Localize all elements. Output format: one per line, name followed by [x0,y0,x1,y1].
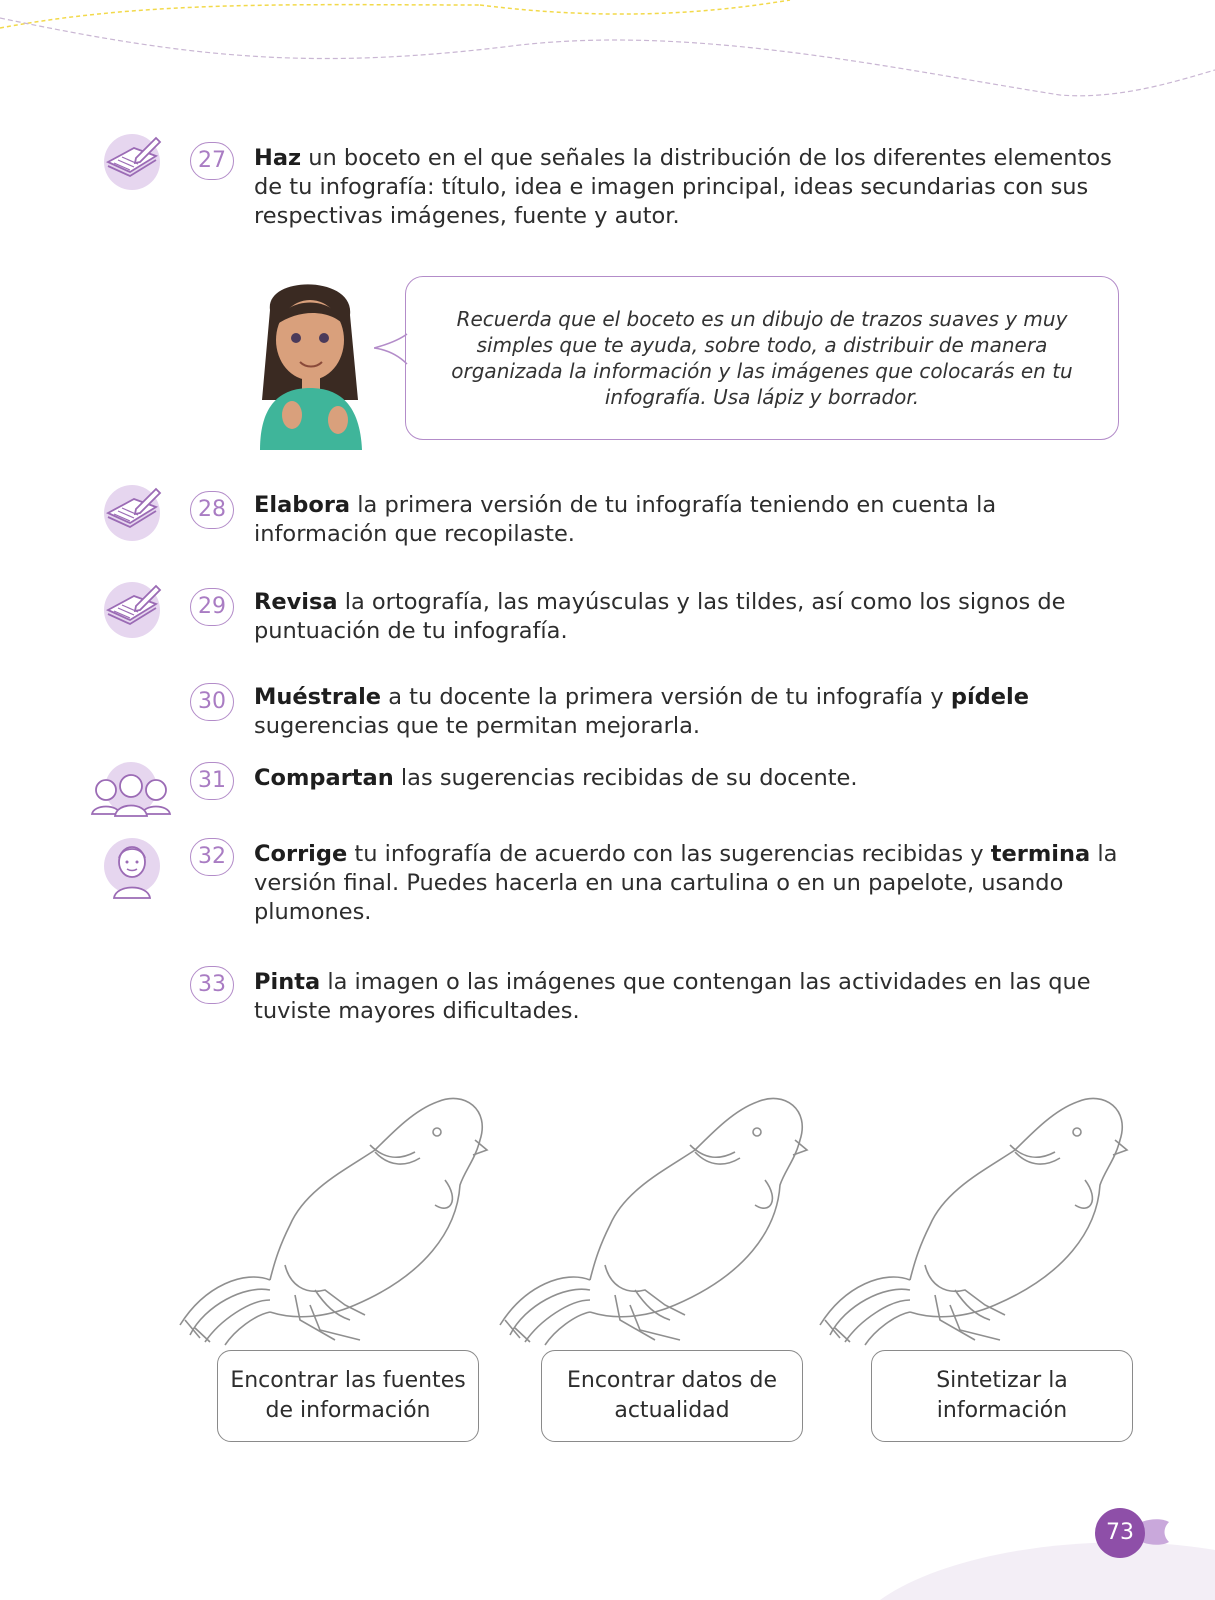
bottom-decoration [0,1530,1215,1600]
activity-number: 29 [190,588,234,626]
bird-outline-2[interactable] [495,1090,825,1350]
activity-number: 30 [190,683,234,721]
activity-text: Haz un boceto en el que señales la distribución de los diferentes elementos de tu infografía: título, idea e imagen principal, ideas secundarias con sus respectivas imágenes, fuente y autor. [254,145,1112,229]
tip-text: Recuerda que el boceto es un dibujo de trazos suaves y muy simples que te ayuda, sobre todo, a distribuir de manera organizada la información y las imágenes que colocarás en tu infografía. Usa lápiz y borrador. [451,307,1073,409]
person-icon [102,838,162,900]
activity-text: Pinta la imagen o las imágenes que contengan las actividades en las que tuviste mayores dificultades. [254,969,1091,1024]
girl-illustration [240,270,380,450]
tip-speech-bubble [405,276,1119,440]
write-book-icon [100,132,164,190]
bird-outline-3[interactable] [815,1090,1145,1350]
difficulty-label: Encontrar datos de actualidad [541,1350,803,1442]
activity-number: 31 [190,762,234,800]
write-book-icon [100,580,164,638]
top-decoration [0,0,1215,110]
bird-outline-1[interactable] [175,1090,505,1350]
activity-text: Elabora la primera versión de tu infografía teniendo en cuenta la información que recopilaste. [254,492,997,547]
activity-text: Revisa la ortografía, las mayúsculas y las tildes, así como los signos de puntuación de tu infografía. [254,589,1066,644]
page-number-badge [1095,1508,1175,1562]
group-icon [88,762,174,822]
activity-number: 33 [190,966,234,1004]
activity-number: 32 [190,838,234,876]
activity-number: 27 [190,142,234,180]
write-book-icon [100,483,164,541]
activity-text: Corrige tu infografía de acuerdo con las sugerencias recibidas y termina la versión final. Puedes hacerla en una cartulina o en un papelote, usando plumones. [254,841,1118,925]
difficulty-label: Sintetizar la información [871,1350,1133,1442]
activity-text: Muéstrale a tu docente la primera versión de tu infografía y pídele sugerencias que te permitan mejorarla. [254,684,1030,739]
activity-number: 28 [190,491,234,529]
page-number: 73 [1095,1508,1145,1558]
difficulty-label: Encontrar las fuentes de información [217,1350,479,1442]
activity-text: Compartan las sugerencias recibidas de su docente. [254,765,858,791]
